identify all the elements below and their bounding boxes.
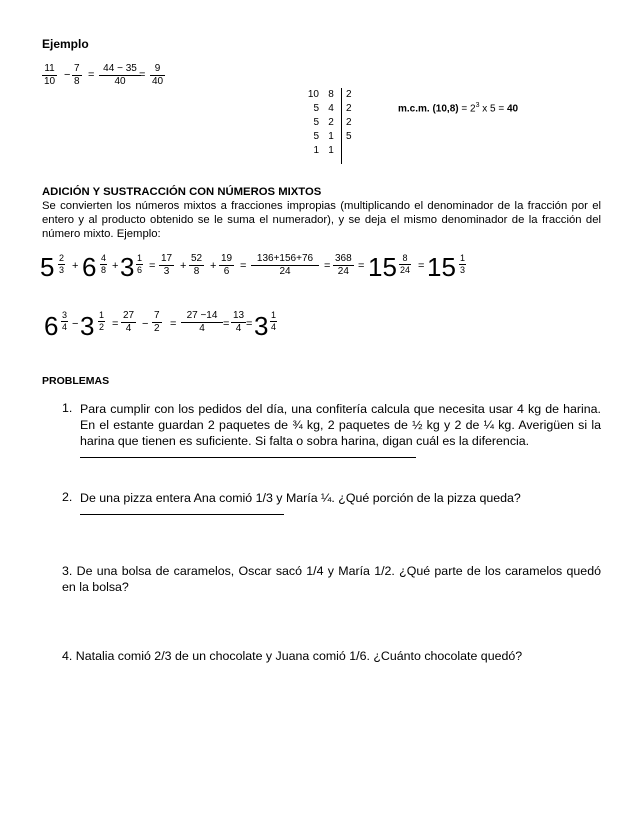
fraction: $\frac{7}{8}$ xyxy=(74,63,80,87)
answer-line[interactable] xyxy=(80,457,416,458)
equals-sign: = xyxy=(149,260,156,272)
equals-sign: = xyxy=(418,260,425,272)
minus-sign: − xyxy=(142,318,149,330)
fraction: $\frac{4}{8}$ xyxy=(101,253,107,275)
fraction: $\frac{9}{40}$ xyxy=(152,63,164,87)
fraction: $\frac{19}{6}$ xyxy=(221,253,233,277)
whole-number: 3 xyxy=(120,252,135,282)
equals-sign: = xyxy=(88,69,95,81)
lcm-divider xyxy=(341,88,342,164)
whole-number: 6 xyxy=(82,252,97,282)
fraction: $\frac{27 -14}{4}$ xyxy=(181,310,223,335)
problem-3 xyxy=(62,563,601,595)
equals-sign: = xyxy=(223,318,230,330)
fraction: $\frac{13}{4}$ xyxy=(233,310,245,334)
problem-3-text: 3. De una bolsa de caramelos, Oscar sacó 1/4 y María 1/2. ¿Qué parte de los caramelos quedó en la bolsa? xyxy=(62,564,601,594)
plus-sign: + xyxy=(112,260,119,272)
example-heading: Ejemplo xyxy=(42,37,89,51)
fraction: $\frac{136+156+76}{24}$ xyxy=(251,253,319,278)
equals-sign: = xyxy=(112,318,119,330)
fraction: $\frac{44 - 35}{40}$ xyxy=(99,63,141,88)
minus-sign: − xyxy=(72,318,79,330)
plus-sign: + xyxy=(210,260,217,272)
lcm-col-3: 2 2 2 5 xyxy=(346,89,352,142)
equals-sign: = xyxy=(139,69,146,81)
equals-sign: = xyxy=(358,260,365,272)
answer-line[interactable] xyxy=(80,514,284,515)
equals-sign: = xyxy=(240,260,247,272)
whole-number: 3 xyxy=(254,311,269,341)
fraction: $\frac{27}{4}$ xyxy=(123,310,135,334)
plus-sign: + xyxy=(180,260,187,272)
fraction: $\frac{1}{6}$ xyxy=(137,253,143,275)
whole-number: 6 xyxy=(44,311,59,341)
lcm-col-1: 10 5 5 5 1 xyxy=(307,89,319,156)
section-title: ADICIÓN Y SUSTRACCIÓN CON NÚMEROS MIXTOS xyxy=(42,186,322,198)
problems-title: PROBLEMAS xyxy=(42,375,110,387)
section-text: Se convierten los números mixtos a fracciones impropias (multiplicando el denominador de la fracción por el entero y al producto obtenido se le suma el numerador), y se deja el mismo denominador de la fracción del número mixto. Ejemplo: xyxy=(42,200,601,240)
fraction: $\frac{52}{8}$ xyxy=(191,253,203,277)
whole-number: 15 xyxy=(427,252,456,282)
problem-number: 2. xyxy=(62,490,73,504)
fraction: $\frac{1}{2}$ xyxy=(99,310,105,332)
equals-sign: = xyxy=(246,318,253,330)
fraction: $\frac{8}{24}$ xyxy=(400,253,411,275)
fraction: $\frac{1}{4}$ xyxy=(271,310,277,332)
lcm-col-2: 8 4 2 1 1 xyxy=(328,89,334,156)
fraction: $\frac{2}{3}$ xyxy=(59,253,65,275)
fraction: $\frac{368}{24}$ xyxy=(335,253,352,277)
equals-sign: = xyxy=(324,260,331,272)
whole-number: 15 xyxy=(368,252,397,282)
fraction: $\frac{1}{3}$ xyxy=(460,253,466,275)
fraction: $\frac{7}{2}$ xyxy=(154,310,160,334)
equals-sign: = xyxy=(170,318,177,330)
fraction: $\frac{17}{3}$ xyxy=(161,253,173,277)
problem-4-text: 4. Natalia comió 2/3 de un chocolate y Juana comió 1/6. ¿Cuánto chocolate quedó? xyxy=(62,649,523,663)
problem-4 xyxy=(62,648,601,664)
whole-number: 5 xyxy=(40,252,55,282)
fraction: $\frac{3}{4}$ xyxy=(62,310,68,332)
problem-2-text: De una pizza entera Ana comió 1/3 y María ¼. ¿Qué porción de la pizza queda? xyxy=(80,491,521,505)
problem-1-text: Para cumplir con los pedidos del día, una confitería calcula que necesita usar 4 kg de harina. En el estante guardan 2 paquetes de ¾ kg, 2 paquetes de ½ kg y 2 de ¼ kg. Averigüen si la harina que tienen es suficiente. Si falta o sobra harina, digan cuál es la diferencia. xyxy=(80,402,601,448)
minus-sign: − xyxy=(64,69,71,81)
plus-sign: + xyxy=(72,260,79,272)
lcm-result-line: m.c.m. $(10,8) = 2^3$ x 5 = 40 xyxy=(398,102,519,115)
problem-number: 1. xyxy=(62,401,73,415)
fraction: $\frac{11}{10}$ xyxy=(44,63,56,87)
whole-number: 3 xyxy=(80,311,95,341)
